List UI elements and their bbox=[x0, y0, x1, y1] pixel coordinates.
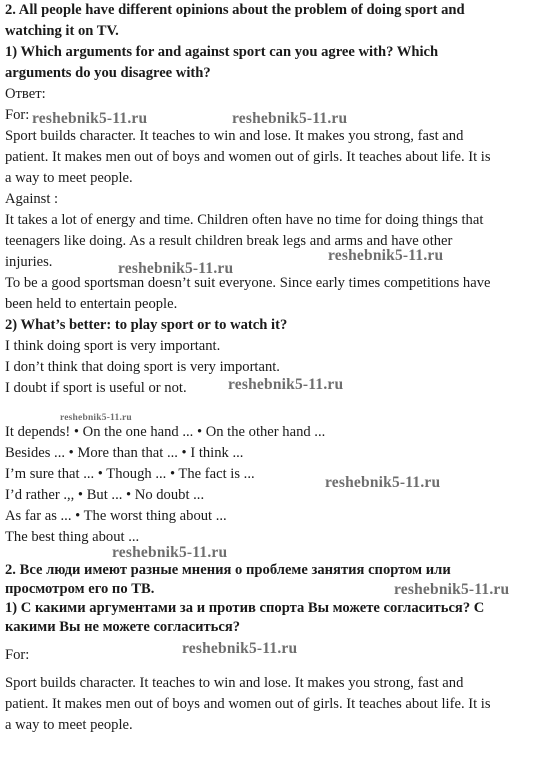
against-label: Against : bbox=[5, 191, 59, 207]
phrase-line: As far as ... • The worst thing about ... bbox=[5, 508, 227, 524]
russian-for-label: For: bbox=[5, 647, 30, 663]
for-label: For: bbox=[5, 107, 30, 123]
watermark: reshebnik5-11.ru bbox=[182, 640, 298, 657]
answer-label: Ответ: bbox=[5, 86, 46, 102]
for-text-line2: patient. It makes men out of boys and women out of girls. It teaches about life. It is bbox=[5, 149, 491, 165]
watermark: reshebnik5-11.ru bbox=[228, 376, 344, 393]
watermark: reshebnik5-11.ru bbox=[325, 474, 441, 491]
exercise-heading-line2: watching it on TV. bbox=[5, 23, 119, 39]
phrase-line: It depends! • On the one hand ... • On the other hand ... bbox=[5, 424, 326, 440]
question2: 2) What’s better: to play sport or to watch it? bbox=[5, 317, 288, 333]
phrase-line: I’d rather .,, • But ... • No doubt ... bbox=[5, 487, 205, 503]
watermark: reshebnik5-11.ru bbox=[60, 413, 132, 423]
watermark: reshebnik5-11.ru bbox=[328, 247, 444, 264]
watermark: reshebnik5-11.ru bbox=[232, 110, 348, 127]
question1-line1: 1) Which arguments for and against sport can you agree with? Which bbox=[5, 44, 439, 60]
watermark: reshebnik5-11.ru bbox=[112, 544, 228, 561]
against-text-line1: It takes a lot of energy and time. Children often have no time for doing things that bbox=[5, 212, 484, 228]
against-text-line2: teenagers like doing. As a result children break legs and arms and have other bbox=[5, 233, 453, 249]
for-text-line1: Sport builds character. It teaches to win and lose. It makes you strong, fast and bbox=[5, 128, 464, 144]
answer-line: I doubt if sport is useful or not. bbox=[5, 380, 187, 396]
russian-for-text-line2: patient. It makes men out of boys and women out of girls. It teaches about life. It is bbox=[5, 696, 491, 712]
answer-line: I don’t think that doing sport is very important. bbox=[5, 359, 280, 375]
against-text-line4: To be a good sportsman doesn’t suit everyone. Since early times competitions have bbox=[5, 275, 491, 291]
russian-heading-line1: 2. Все люди имеют разные мнения о проблеме занятия спортом или bbox=[5, 562, 451, 578]
question1-line2: arguments do you disagree with? bbox=[5, 65, 211, 81]
russian-for-text-line3: a way to meet people. bbox=[5, 717, 133, 733]
russian-question1-line1: 1) С какими аргументами за и против спорта Вы можете согласиться? С bbox=[5, 600, 485, 616]
exercise-heading-line1: 2. All people have different opinions about the problem of doing sport and bbox=[5, 2, 465, 18]
russian-question1-line2: какими Вы не можете согласиться? bbox=[5, 619, 241, 635]
russian-for-text-line1: Sport builds character. It teaches to win and lose. It makes you strong, fast and bbox=[5, 675, 464, 691]
for-text-line3: a way to meet people. bbox=[5, 170, 133, 186]
answer-line: I think doing sport is very important. bbox=[5, 338, 221, 354]
phrase-line: I’m sure that ... • Though ... • The fact is ... bbox=[5, 466, 255, 482]
phrase-line: Besides ... • More than that ... • I think ... bbox=[5, 445, 244, 461]
russian-heading-line2: просмотром его по ТВ. bbox=[5, 581, 155, 597]
phrase-line: The best thing about ... bbox=[5, 529, 140, 545]
against-text-line5: been held to entertain people. bbox=[5, 296, 178, 312]
watermark: reshebnik5-11.ru bbox=[32, 110, 148, 127]
watermark: reshebnik5-11.ru bbox=[118, 260, 234, 277]
watermark: reshebnik5-11.ru bbox=[394, 581, 510, 598]
against-text-line3: injuries. bbox=[5, 254, 53, 270]
